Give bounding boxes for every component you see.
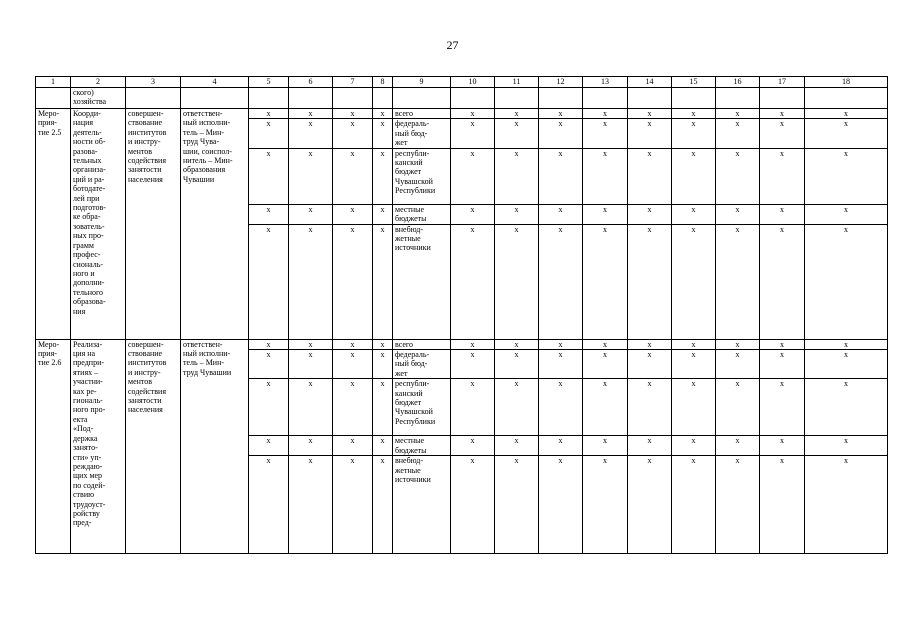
mark-cell: х [333,204,373,224]
mark-cell: х [672,148,716,204]
mark-cell: х [539,109,583,119]
empty-cell [672,88,716,109]
mark-cell: х [628,350,672,379]
mark-cell: х [249,148,289,204]
column-number: 1 [36,77,71,88]
mark-cell: х [672,109,716,119]
mark-cell: х [760,224,805,339]
mark-cell: х [583,204,628,224]
mark-cell: х [672,436,716,456]
funding-source: местные бюджеты [393,204,451,224]
mark-cell: х [333,109,373,119]
source-row [36,109,888,119]
mark-cell: х [539,350,583,379]
mark-cell: х [333,224,373,339]
mark-cell: х [539,456,583,554]
mark-cell: х [805,119,888,148]
mark-cell: х [583,148,628,204]
column-number: 15 [672,77,716,88]
mark-cell: х [495,339,539,349]
mark-cell: х [805,436,888,456]
funding-source: республи- канский бюджет Чувашской Республики [393,379,451,436]
mark-cell: х [716,224,760,339]
mark-cell: х [760,109,805,119]
mark-cell: х [289,119,333,148]
mark-cell: х [249,456,289,554]
mark-cell: х [249,436,289,456]
column-number: 17 [760,77,805,88]
mark-cell: х [583,350,628,379]
activity-executor: ответствен- ный исполни- тель – Мин- труд Чувашии [181,339,249,554]
mark-cell: х [539,379,583,436]
mark-cell: х [628,224,672,339]
mark-cell: х [333,119,373,148]
mark-cell: х [451,109,495,119]
mark-cell: х [583,456,628,554]
column-number: 4 [181,77,249,88]
page-number: 27 [446,38,459,52]
mark-cell: х [628,436,672,456]
mark-cell: х [495,436,539,456]
mark-cell: х [583,109,628,119]
mark-cell: х [805,204,888,224]
funding-source: федераль- ный бюд- жет [393,350,451,379]
mark-cell: х [249,224,289,339]
funding-source: внебюд- жетные источники [393,224,451,339]
mark-cell: х [760,119,805,148]
program-table [35,76,888,554]
mark-cell: х [805,109,888,119]
source-row [36,339,888,349]
mark-cell: х [716,119,760,148]
mark-cell: х [760,339,805,349]
mark-cell: х [716,204,760,224]
mark-cell: х [249,350,289,379]
column-number: 11 [495,77,539,88]
mark-cell: х [583,436,628,456]
activity-id: Меро- прия- тие 2.5 [36,109,71,340]
mark-cell: х [373,204,393,224]
mark-cell: х [805,224,888,339]
column-number: 9 [393,77,451,88]
mark-cell: х [289,224,333,339]
mark-cell: х [760,148,805,204]
mark-cell: х [628,339,672,349]
empty-cell [393,88,451,109]
funding-source: республи- канский бюджет Чувашской Республики [393,148,451,204]
mark-cell: х [760,436,805,456]
mark-cell: х [249,109,289,119]
empty-cell [373,88,393,109]
mark-cell: х [451,339,495,349]
mark-cell: х [539,204,583,224]
mark-cell: х [583,339,628,349]
column-number: 7 [333,77,373,88]
mark-cell: х [583,224,628,339]
mark-cell: х [333,148,373,204]
column-number-row [36,77,888,88]
mark-cell: х [373,350,393,379]
activity-executor: ответствен- ный исполни- тель – Мин- труд Чува- шии, соиспол- нитель – Мин- образования Чувашии [181,109,249,340]
mark-cell: х [583,379,628,436]
empty-cell [716,88,760,109]
column-number: 5 [249,77,289,88]
continued-name: ского) хозяйства [71,88,126,109]
mark-cell: х [628,119,672,148]
activity-name: Реализа- ция на предпри- ятиях – участни- ках ре- гиональ- ного про- екта «Под- держка занято- сти» уп- реждаю- щих мер по содей- ствию трудоуст- ройству пред- [71,339,126,554]
empty-cell [805,88,888,109]
mark-cell: х [672,224,716,339]
empty-cell [181,88,249,109]
mark-cell: х [289,109,333,119]
column-number: 12 [539,77,583,88]
column-number: 3 [126,77,181,88]
empty-cell [539,88,583,109]
mark-cell: х [373,224,393,339]
mark-cell: х [289,379,333,436]
mark-cell: х [628,148,672,204]
empty-cell [495,88,539,109]
mark-cell: х [373,456,393,554]
activity-name: Коорди- нация деятель- ности об- разова- тельных организа- ций и ра- ботодате- лей при подготов- ке обра- зователь- ных про- грамм профес- сиональ- ного и дополни- тельного образова- ния [71,109,126,340]
empty-cell [760,88,805,109]
mark-cell: х [760,456,805,554]
mark-cell: х [451,350,495,379]
mark-cell: х [672,379,716,436]
mark-cell: х [495,204,539,224]
mark-cell: х [716,436,760,456]
mark-cell: х [289,456,333,554]
mark-cell: х [289,148,333,204]
mark-cell: х [628,109,672,119]
mark-cell: х [760,204,805,224]
funding-source: федераль- ный бюд- жет [393,119,451,148]
mark-cell: х [333,436,373,456]
mark-cell: х [760,379,805,436]
mark-cell: х [716,109,760,119]
mark-cell: х [333,456,373,554]
funding-source: местные бюджеты [393,436,451,456]
mark-cell: х [539,436,583,456]
mark-cell: х [451,379,495,436]
mark-cell: х [495,109,539,119]
mark-cell: х [583,119,628,148]
mark-cell: х [805,350,888,379]
column-number: 8 [373,77,393,88]
mark-cell: х [539,224,583,339]
mark-cell: х [451,224,495,339]
mark-cell: х [672,204,716,224]
mark-cell: х [539,148,583,204]
mark-cell: х [249,119,289,148]
mark-cell: х [451,436,495,456]
mark-cell: х [716,350,760,379]
activity-goal: совершен- ствование институтов и инстру- ментов содействия занятости населения [126,339,181,554]
mark-cell: х [805,379,888,436]
mark-cell: х [716,456,760,554]
mark-cell: х [672,119,716,148]
mark-cell: х [672,456,716,554]
column-number: 16 [716,77,760,88]
mark-cell: х [373,148,393,204]
mark-cell: х [451,204,495,224]
mark-cell: х [628,204,672,224]
column-number: 13 [583,77,628,88]
mark-cell: х [451,456,495,554]
activity-id: Меро- прия- тие 2.6 [36,339,71,554]
mark-cell: х [333,350,373,379]
mark-cell: х [495,148,539,204]
funding-source: всего [393,109,451,119]
column-number: 2 [71,77,126,88]
mark-cell: х [672,339,716,349]
mark-cell: х [539,119,583,148]
mark-cell: х [716,339,760,349]
mark-cell: х [716,379,760,436]
funding-source: всего [393,339,451,349]
empty-cell [333,88,373,109]
mark-cell: х [249,379,289,436]
mark-cell: х [628,456,672,554]
mark-cell: х [373,436,393,456]
column-number: 14 [628,77,672,88]
mark-cell: х [373,109,393,119]
mark-cell: х [289,339,333,349]
mark-cell: х [628,379,672,436]
column-number: 6 [289,77,333,88]
mark-cell: х [289,204,333,224]
empty-cell [583,88,628,109]
mark-cell: х [495,350,539,379]
mark-cell: х [805,339,888,349]
mark-cell: х [495,224,539,339]
mark-cell: х [451,119,495,148]
mark-cell: х [373,339,393,349]
mark-cell: х [495,119,539,148]
mark-cell: х [805,148,888,204]
mark-cell: х [451,148,495,204]
empty-cell [451,88,495,109]
empty-cell [249,88,289,109]
mark-cell: х [716,148,760,204]
empty-cell [628,88,672,109]
mark-cell: х [495,456,539,554]
mark-cell: х [373,379,393,436]
mark-cell: х [289,436,333,456]
column-number: 18 [805,77,888,88]
activity-goal: совершен- ствование институтов и инстру- ментов содействия занятости населения [126,109,181,340]
empty-cell [36,88,71,109]
mark-cell: х [333,339,373,349]
mark-cell: х [805,456,888,554]
mark-cell: х [539,339,583,349]
mark-cell: х [760,350,805,379]
mark-cell: х [249,204,289,224]
empty-cell [126,88,181,109]
continuation-row [36,88,888,109]
column-number: 10 [451,77,495,88]
mark-cell: х [373,119,393,148]
empty-cell [289,88,333,109]
mark-cell: х [289,350,333,379]
funding-source: внебюд- жетные источники [393,456,451,554]
mark-cell: х [495,379,539,436]
mark-cell: х [249,339,289,349]
mark-cell: х [672,350,716,379]
mark-cell: х [333,379,373,436]
